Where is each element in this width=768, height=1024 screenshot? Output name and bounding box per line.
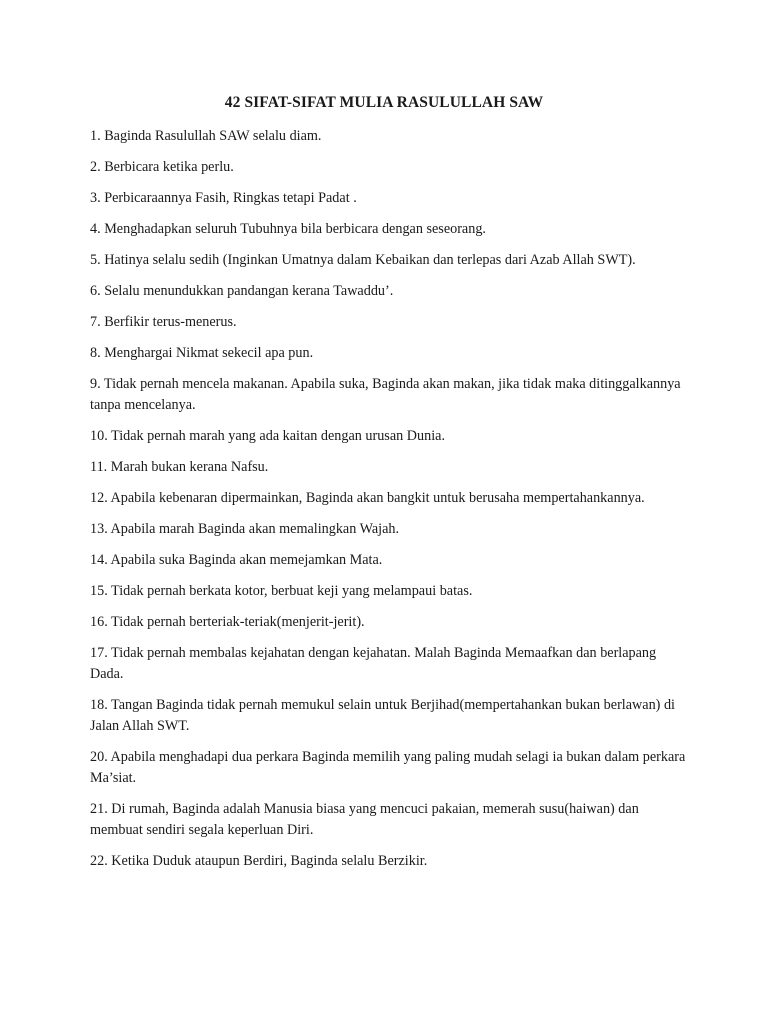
list-item: 4. Menghadapkan seluruh Tubuhnya bila berbicara dengan seseorang. (90, 221, 486, 237)
list-item: 1. Baginda Rasulullah SAW selalu diam. (90, 128, 322, 144)
list-item: 18. Tangan Baginda tidak pernah memukul selain untuk Berjihad(mempertahankan bukan berlawan) di Jalan Allah SWT. (90, 697, 675, 734)
list-item: 21. Di rumah, Baginda adalah Manusia biasa yang mencuci pakaian, memerah susu(haiwan) dan membuat sendiri segala keperluan Diri. (90, 801, 639, 838)
list-item: 2. Berbicara ketika perlu. (90, 159, 234, 175)
list-item: 5. Hatinya selalu sedih (Inginkan Umatnya dalam Kebaikan dan terlepas dari Azab Allah SWT). (90, 252, 636, 268)
list-item: 9. Tidak pernah mencela makanan. Apabila suka, Baginda akan makan, jika tidak maka ditinggalkannya tanpa mencelanya. (90, 376, 681, 413)
list-item: 10. Tidak pernah marah yang ada kaitan dengan urusan Dunia. (90, 428, 445, 444)
list-item: 13. Apabila marah Baginda akan memalingkan Wajah. (90, 521, 400, 537)
list-item: 6. Selalu menundukkan pandangan kerana Tawaddu’. (90, 283, 394, 299)
list-item: 12. Apabila kebenaran dipermainkan, Baginda akan bangkit untuk berusaha mempertahankannya. (90, 490, 645, 506)
list-item: 22. Ketika Duduk ataupun Berdiri, Baginda selalu Berzikir. (90, 853, 428, 869)
list-item: 8. Menghargai Nikmat sekecil apa pun. (90, 345, 314, 361)
list-item: 7. Berfikir terus-menerus. (90, 314, 237, 330)
list-item: 15. Tidak pernah berkata kotor, berbuat keji yang melampaui batas. (90, 583, 473, 599)
list-item: 3. Perbicaraannya Fasih, Ringkas tetapi Padat . (90, 190, 357, 206)
list-item: 14. Apabila suka Baginda akan memejamkan Mata. (90, 552, 383, 568)
list-item: 20. Apabila menghadapi dua perkara Baginda memilih yang paling mudah selagi ia bukan dalam perkara Ma’siat. (90, 749, 686, 786)
list-item: 11. Marah bukan kerana Nafsu. (90, 459, 269, 475)
list-item: 16. Tidak pernah berteriak-teriak(menjerit-jerit). (90, 614, 365, 630)
item-list (90, 126, 690, 882)
list-item: 17. Tidak pernah membalas kejahatan dengan kejahatan. Malah Baginda Memaafkan dan berlapang Dada. (90, 645, 657, 682)
document-title: 42 SIFAT-SIFAT MULIA RASULULLAH SAW (224, 94, 544, 111)
